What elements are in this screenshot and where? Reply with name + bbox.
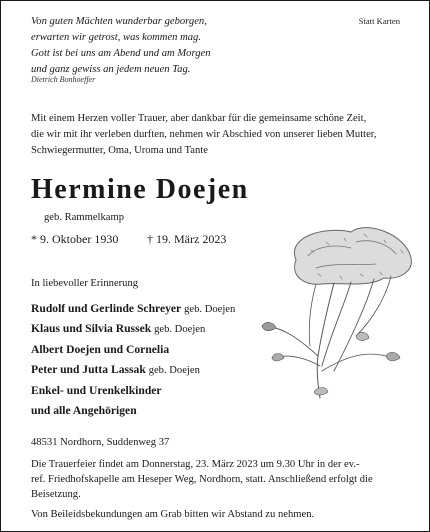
poem-line: erwarten wir getrost, was kommen mag. bbox=[31, 32, 201, 43]
mourner-note: geb. Doejen bbox=[154, 324, 206, 336]
mourner-entry bbox=[31, 401, 235, 421]
mourner-entry bbox=[31, 299, 235, 319]
death-date: † 19. März 2023 bbox=[147, 232, 227, 246]
intro-line: die wir mit ihr verleben durften, nehmen wir Abschied von unserer lieben Mutter, bbox=[31, 129, 377, 140]
poem bbox=[31, 14, 211, 78]
mourner-entry bbox=[31, 340, 235, 360]
deceased-name: Hermine Doejen bbox=[31, 174, 249, 205]
mourner-names: Enkel- und Urenkelkinder bbox=[31, 383, 162, 397]
mourner-note: geb. Doejen bbox=[148, 365, 200, 377]
statt-karten-label: Statt Karten bbox=[358, 16, 400, 26]
poem-line: Von guten Mächten wunderbar geborgen, bbox=[31, 16, 207, 27]
intro-text bbox=[31, 111, 406, 159]
flower-drawing-icon bbox=[256, 206, 416, 406]
address: 48531 Nordhorn, Suddenweg 37 bbox=[31, 437, 170, 448]
mourner-names: Rudolf und Gerlinde Schreyer bbox=[31, 302, 182, 315]
mourner-names: Peter und Jutta Lassak bbox=[31, 363, 146, 377]
ceremony-info bbox=[31, 457, 409, 502]
poem-line: und ganz gewiss an jedem neuen Tag. bbox=[31, 64, 191, 75]
condolence-request: Von Beileidsbekundungen am Grab bitten wir Abstand zu nehmen. bbox=[31, 509, 315, 520]
mourner-names: und alle Angehörigen bbox=[31, 404, 137, 418]
mourner-note: geb. Doejen bbox=[184, 304, 236, 315]
mourners-list bbox=[31, 299, 235, 421]
intro-line: Mit einem Herzen voller Trauer, aber dankbar für die gemeinsame schöne Zeit, bbox=[31, 113, 367, 124]
poem-author: Dietrich Bonhoeffer bbox=[31, 75, 96, 84]
birth-date: * 9. Oktober 1930 bbox=[31, 232, 119, 246]
poem-line: Gott ist bei uns am Abend und am Morgen bbox=[31, 48, 211, 59]
mourner-entry bbox=[31, 319, 235, 339]
ceremony-line: Die Trauerfeier findet am Donnerstag, 23. März 2023 um 9.30 Uhr in der ev.- bbox=[31, 459, 360, 470]
maiden-name: geb. Rammelkamp bbox=[44, 212, 125, 223]
mourner-entry bbox=[31, 381, 235, 401]
mourner-names: Albert Doejen und Cornelia bbox=[31, 342, 170, 356]
mourner-names: Klaus und Silvia Russek bbox=[31, 322, 152, 336]
intro-line: Schwiegermutter, Oma, Uroma und Tante bbox=[31, 145, 208, 156]
memory-heading: In liebevoller Erinnerung bbox=[31, 278, 139, 289]
ceremony-line: Beisetzung. bbox=[31, 489, 81, 500]
ceremony-line: ref. Friedhofskapelle am Heseper Weg, Nordhorn, statt. Anschließend erfolgt die bbox=[31, 474, 373, 485]
mourner-entry bbox=[31, 360, 235, 380]
